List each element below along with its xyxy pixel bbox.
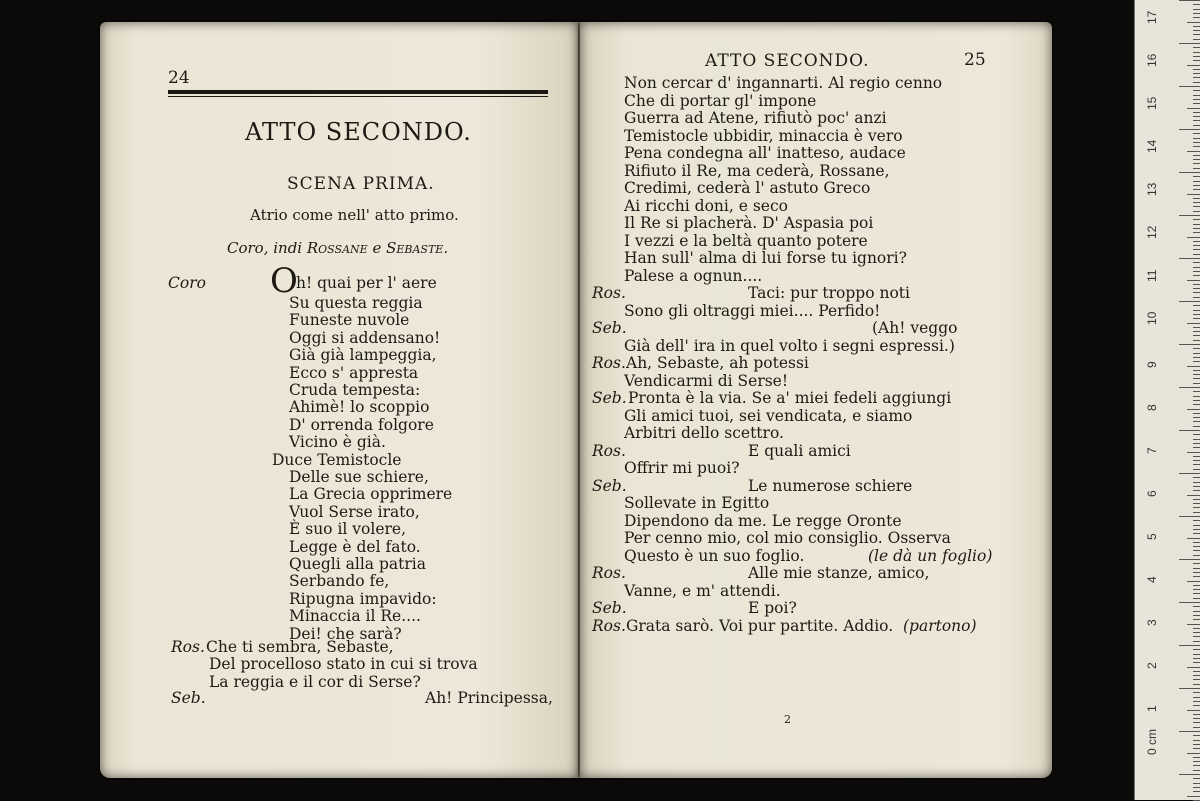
ruler-tick [1193, 335, 1200, 336]
ruler-tick [1193, 439, 1200, 440]
speaker-label: Seb. [592, 389, 627, 407]
ruler-tick [1193, 735, 1200, 736]
ruler-tick [1193, 563, 1200, 564]
ruler-tick [1187, 624, 1200, 625]
ruler-tick [1179, 0, 1200, 1]
ruler-tick [1193, 572, 1200, 573]
stage-direction: (partono) [903, 616, 977, 635]
ruler-tick [1193, 155, 1200, 156]
ruler-tick [1193, 770, 1200, 771]
ruler-tick [1193, 503, 1200, 504]
ruler-tick [1193, 684, 1200, 685]
chorus-line: Dei! che sarà? [289, 624, 402, 643]
ruler-tick [1187, 108, 1200, 109]
ruler-number: 10 [1145, 311, 1159, 325]
ruler-tick [1187, 151, 1200, 152]
chorus-line: Serbando fe, [289, 572, 390, 591]
ruler-tick [1193, 77, 1200, 78]
verse-line: Guerra ad Atene, rifiutò poc' anzi [624, 109, 887, 127]
speaker-label: Ros. [592, 354, 626, 372]
ruler-number: 13 [1145, 182, 1159, 196]
ruler-number: 4 [1145, 576, 1159, 583]
ruler-tick [1193, 47, 1200, 48]
ruler-tick [1193, 469, 1200, 470]
verse-line: Vendicarmi di Serse! [624, 371, 789, 390]
characters-suffix: . [443, 239, 449, 257]
verse-line: (Ah! veggo [872, 319, 958, 337]
ruler-number: 12 [1145, 225, 1159, 239]
ruler-number: 6 [1145, 490, 1159, 497]
chorus-line: Già già lampeggia, [289, 346, 437, 365]
speaker-label: Seb. [592, 319, 627, 337]
ruler-tick [1193, 460, 1200, 461]
ruler-number: 8 [1145, 404, 1159, 411]
verse-line: Già dell' ira in quel volto i segni espressi.) [624, 336, 955, 355]
ruler-tick [1187, 65, 1200, 66]
ruler-tick [1193, 662, 1200, 663]
verse-line: Palese a ognun.... [624, 266, 763, 285]
measuring-ruler [1134, 0, 1200, 800]
characters-prefix: Coro, indi [227, 239, 307, 257]
ruler-tick [1193, 254, 1200, 255]
ruler-tick [1187, 194, 1200, 195]
sebaste-reply: Ah! Principessa, [425, 689, 553, 707]
chorus-line: Cruda tempesta: [289, 381, 421, 399]
ruler-tick [1193, 219, 1200, 220]
ruler-tick [1193, 426, 1200, 427]
ruler-tick [1193, 787, 1200, 788]
ruler-tick [1193, 206, 1200, 207]
ruler-tick [1193, 305, 1200, 306]
ruler-tick [1187, 667, 1200, 668]
ruler-tick [1193, 589, 1200, 590]
ruler-tick [1187, 495, 1200, 496]
ruler-tick [1193, 456, 1200, 457]
chorus-line: Quegli alla patria [289, 555, 426, 573]
verse-line: Pena condegna all' inatteso, audace [624, 144, 906, 162]
ruler-tick [1179, 172, 1200, 173]
ruler-tick [1193, 447, 1200, 448]
ruler-tick [1193, 245, 1200, 246]
ruler-tick [1193, 185, 1200, 186]
chorus-line: Ahimè! lo scoppio [289, 398, 430, 417]
verse-line: Rifiuto il Re, ma cederà, Rossane, [624, 161, 890, 180]
ruler-tick [1193, 765, 1200, 766]
rossane-line: La reggia e il cor di Serse? [209, 672, 421, 691]
ruler-tick [1193, 374, 1200, 375]
ruler-tick [1193, 202, 1200, 203]
ruler-tick [1187, 452, 1200, 453]
ruler-tick [1193, 370, 1200, 371]
ruler-tick [1193, 241, 1200, 242]
speaker-label: Seb. [592, 599, 627, 617]
ruler-tick [1193, 181, 1200, 182]
ruler-tick [1193, 90, 1200, 91]
ruler-tick [1193, 718, 1200, 719]
chorus-line: Duce Temistocle [272, 450, 402, 469]
ruler-tick [1187, 22, 1200, 23]
verse-line: Dipendono da me. Le regge Oronte [624, 511, 902, 530]
speaker-ros: Ros. [171, 638, 205, 656]
running-header: ATTO SECONDO. [705, 51, 870, 71]
ruler-tick [1179, 344, 1200, 345]
ruler-tick [1193, 722, 1200, 723]
ruler-tick [1193, 142, 1200, 143]
ruler-tick [1193, 340, 1200, 341]
ruler-tick [1193, 4, 1200, 5]
verse-line: Sollevate in Egitto [624, 494, 770, 512]
ruler-tick [1193, 116, 1200, 117]
ruler-tick [1187, 323, 1200, 324]
ruler-tick [1193, 224, 1200, 225]
ruler-tick [1193, 606, 1200, 607]
verse-line: Vanne, e m' attendi. [624, 581, 781, 600]
ruler-tick [1193, 133, 1200, 134]
speaker-label: Ros. [592, 284, 626, 302]
ruler-number: 2 [1145, 662, 1159, 669]
ruler-tick [1179, 688, 1200, 689]
ruler-tick [1193, 611, 1200, 612]
ruler-tick [1193, 383, 1200, 384]
speaker-label: Ros. [592, 616, 626, 635]
ruler-tick [1193, 112, 1200, 113]
ruler-tick [1193, 198, 1200, 199]
ruler-tick [1193, 714, 1200, 715]
ruler-tick [1193, 378, 1200, 379]
ruler-tick [1193, 176, 1200, 177]
ruler-tick [1193, 675, 1200, 676]
ruler-tick [1193, 146, 1200, 147]
ruler-tick [1193, 783, 1200, 784]
verse-line: E quali amici [748, 441, 851, 460]
ruler-tick [1187, 409, 1200, 410]
ruler-tick [1179, 473, 1200, 474]
ruler-tick [1187, 796, 1200, 797]
chorus-line: La Grecia opprimere [289, 485, 453, 504]
chorus-line: Delle sue schiere, [289, 468, 429, 486]
ruler-tick [1179, 258, 1200, 259]
ruler-tick [1193, 159, 1200, 160]
ruler-tick [1193, 529, 1200, 530]
ruler-tick [1193, 138, 1200, 139]
verse-line: Ah, Sebaste, ah potessi [626, 354, 809, 372]
ruler-tick [1193, 692, 1200, 693]
chorus-line: Vicino è già. [289, 433, 386, 452]
verse-line: Pronta è la via. Se a' miei fedeli aggiungi [628, 389, 952, 407]
ruler-tick [1193, 95, 1200, 96]
ruler-number: 17 [1145, 10, 1159, 24]
ruler-tick [1187, 280, 1200, 281]
ruler-tick [1187, 538, 1200, 539]
verse-line: Sono gli oltraggi miei.... Perfido! [624, 301, 881, 320]
ruler-tick [1193, 125, 1200, 126]
verse-line: Arbitri dello scettro. [624, 424, 784, 442]
ruler-tick [1193, 585, 1200, 586]
ruler-tick [1193, 757, 1200, 758]
ruler-number: 7 [1145, 447, 1159, 454]
verse-line: Credimi, cederà l' astuto Greco [624, 179, 871, 197]
ruler-tick [1193, 649, 1200, 650]
ruler-tick [1193, 348, 1200, 349]
ruler-tick [1193, 520, 1200, 521]
ruler-tick [1193, 744, 1200, 745]
ruler-tick [1193, 292, 1200, 293]
chorus-line: Minaccia il Re.... [289, 607, 421, 626]
ruler-tick [1187, 581, 1200, 582]
ruler-number: 11 [1145, 269, 1159, 282]
character-sebaste: Sebaste [386, 239, 444, 257]
ruler-tick [1193, 593, 1200, 594]
ruler-number: 1 [1145, 705, 1159, 712]
ruler-tick [1193, 103, 1200, 104]
ruler-tick [1193, 82, 1200, 83]
verse-line: Alle mie stanze, amico, [748, 564, 930, 582]
ruler-tick [1193, 482, 1200, 483]
verse-line: Ai ricchi doni, e seco [624, 196, 788, 215]
chorus-line: Ripugna impavido: [289, 589, 437, 608]
ruler-tick [1193, 232, 1200, 233]
ruler-tick [1193, 533, 1200, 534]
ruler-tick [1193, 353, 1200, 354]
ruler-tick [1193, 778, 1200, 779]
ruler-tick [1193, 327, 1200, 328]
ruler-tick [1193, 748, 1200, 749]
ruler-number: 14 [1145, 139, 1159, 153]
ruler-tick [1179, 774, 1200, 775]
ruler-tick [1193, 17, 1200, 18]
ruler-tick [1193, 464, 1200, 465]
ruler-tick [1193, 314, 1200, 315]
verse-line: I vezzi e la beltà quanto potere [624, 231, 868, 250]
character-rossane: Rossane [306, 239, 368, 257]
ruler-tick [1193, 791, 1200, 792]
ruler-tick [1193, 434, 1200, 435]
ruler-tick [1179, 387, 1200, 388]
ruler-tick [1193, 310, 1200, 311]
ruler-tick [1193, 740, 1200, 741]
ruler-tick [1193, 636, 1200, 637]
ruler-number: 15 [1145, 96, 1159, 110]
ruler-tick [1193, 628, 1200, 629]
ruler-number: 16 [1145, 53, 1159, 67]
ruler-tick [1193, 189, 1200, 190]
ruler-tick [1193, 52, 1200, 53]
verse-line: Non cercar d' ingannarti. Al regio cenno [624, 74, 943, 92]
verse-line: Offrir mi puoi? [624, 459, 740, 477]
ruler-number: 5 [1145, 533, 1159, 540]
ruler-tick [1193, 512, 1200, 513]
ruler-tick [1193, 486, 1200, 487]
ruler-tick [1187, 710, 1200, 711]
character-list [227, 241, 448, 256]
ruler-tick [1193, 598, 1200, 599]
act-title: ATTO SECONDO. [245, 118, 472, 146]
ruler-tick [1193, 619, 1200, 620]
speaker-coro: Coro [168, 274, 206, 292]
verse-line: Le numerose schiere [748, 476, 913, 495]
ruler-tick [1193, 443, 1200, 444]
ruler-tick [1179, 559, 1200, 560]
ruler-tick [1193, 60, 1200, 61]
ruler-tick [1193, 413, 1200, 414]
ruler-tick [1193, 404, 1200, 405]
ruler-tick [1193, 705, 1200, 706]
ruler-tick [1179, 215, 1200, 216]
ruler-tick [1193, 761, 1200, 762]
scene-title: SCENA PRIMA. [287, 174, 435, 194]
verse-line: Che di portar gl' impone [624, 91, 817, 110]
chorus-line: Legge è del fato. [289, 537, 421, 556]
chorus-line: Ecco s' appresta [289, 363, 419, 382]
chorus-line: Oggi si addensano! [289, 328, 441, 347]
ruler-tick [1193, 120, 1200, 121]
chorus-line: Su questa reggia [289, 294, 423, 312]
ruler-tick [1193, 615, 1200, 616]
ruler-tick [1193, 39, 1200, 40]
chorus-line: È suo il volere, [289, 520, 407, 539]
verse-line: Gli amici tuoi, sei vendicata, e siamo [624, 406, 913, 425]
ruler-tick [1179, 301, 1200, 302]
ruler-tick [1193, 331, 1200, 332]
ruler-tick [1179, 516, 1200, 517]
header-rule-thick [168, 90, 548, 94]
ruler-tick [1193, 555, 1200, 556]
ruler-tick [1193, 701, 1200, 702]
ruler-tick [1193, 26, 1200, 27]
ruler-number: 9 [1145, 361, 1159, 368]
ruler-tick [1193, 417, 1200, 418]
ruler-tick [1193, 546, 1200, 547]
ruler-tick [1179, 731, 1200, 732]
ruler-tick [1193, 9, 1200, 10]
ruler-tick [1193, 262, 1200, 263]
ruler-tick [1179, 430, 1200, 431]
ruler-tick [1187, 366, 1200, 367]
ruler-tick [1193, 568, 1200, 569]
ruler-tick [1193, 288, 1200, 289]
ruler-number: 3 [1145, 619, 1159, 626]
ruler-tick [1193, 697, 1200, 698]
ruler-tick [1193, 727, 1200, 728]
chorus-line: D' orrenda folgore [289, 415, 434, 434]
ruler-tick [1193, 163, 1200, 164]
verse-line: Il Re si placherà. D' Aspasia poi [624, 214, 874, 232]
ruler-tick [1193, 275, 1200, 276]
ruler-tick [1193, 228, 1200, 229]
ruler-tick [1193, 641, 1200, 642]
verse-line: E poi? [748, 599, 797, 617]
ruler-tick [1193, 671, 1200, 672]
verse-line: Questo è un suo foglio. [624, 546, 805, 565]
chorus-line: h! quai per l' aere [296, 274, 437, 292]
ruler-tick [1193, 69, 1200, 70]
ruler-tick [1179, 602, 1200, 603]
stage-direction: (le dà un foglio) [868, 546, 993, 565]
speaker-label: Ros. [592, 441, 626, 460]
ruler-tick [1193, 542, 1200, 543]
ruler-tick [1179, 43, 1200, 44]
ruler-tick [1193, 361, 1200, 362]
verse-line: Per cenno mio, col mio consiglio. Osserva [624, 529, 951, 547]
ruler-tick [1193, 499, 1200, 500]
ruler-tick [1193, 679, 1200, 680]
ruler-tick [1193, 490, 1200, 491]
ruler-tick [1193, 550, 1200, 551]
ruler-tick [1193, 576, 1200, 577]
ruler-tick [1193, 56, 1200, 57]
ruler-tick [1193, 632, 1200, 633]
speaker-seb: Seb. [171, 689, 206, 707]
ruler-tick [1193, 525, 1200, 526]
ruler-tick [1193, 357, 1200, 358]
ruler-tick [1193, 284, 1200, 285]
header-rule-thin [168, 96, 548, 97]
ruler-tick [1187, 237, 1200, 238]
scene-setting: Atrio come nell' atto primo. [250, 206, 459, 224]
rossane-line: Che ti sembra, Sebaste, [206, 638, 394, 656]
ruler-tick [1193, 297, 1200, 298]
rossane-line: Del procelloso stato in cui si trova [209, 655, 478, 674]
ruler-tick [1193, 391, 1200, 392]
ruler-tick [1193, 477, 1200, 478]
ruler-tick [1187, 753, 1200, 754]
signature-mark: 2 [784, 713, 791, 726]
ruler-tick [1179, 129, 1200, 130]
ruler-tick [1193, 400, 1200, 401]
ruler-tick [1193, 249, 1200, 250]
ruler-tick [1193, 318, 1200, 319]
verse-line: Taci: pur troppo noti [748, 284, 910, 302]
ruler-tick [1193, 267, 1200, 268]
ruler-tick [1193, 13, 1200, 14]
ruler-tick [1193, 73, 1200, 74]
speaker-label: Ros. [592, 564, 626, 582]
ruler-tick [1179, 86, 1200, 87]
speaker-label: Seb. [592, 476, 627, 495]
ruler-tick [1193, 34, 1200, 35]
characters-mid: e [367, 239, 387, 257]
drop-cap: O [270, 261, 298, 301]
chorus-line: Vuol Serse irato, [289, 502, 420, 521]
ruler-tick [1193, 211, 1200, 212]
ruler-number: 0 cm [1145, 728, 1159, 755]
ruler-tick [1193, 168, 1200, 169]
ruler-tick [1193, 658, 1200, 659]
ruler-tick [1193, 396, 1200, 397]
ruler-tick [1193, 507, 1200, 508]
ruler-tick [1179, 645, 1200, 646]
ruler-tick [1193, 99, 1200, 100]
verse-line: Temistocle ubbidir, minaccia è vero [624, 126, 903, 145]
left-page-number: 24 [168, 68, 190, 88]
ruler-tick [1193, 654, 1200, 655]
right-page-number: 25 [964, 50, 986, 70]
verse-line: Grata sarò. Voi pur partite. Addio. [626, 616, 894, 635]
verse-line: Han sull' alma di lui forse tu ignori? [624, 249, 907, 267]
ruler-tick [1193, 421, 1200, 422]
ruler-tick [1193, 271, 1200, 272]
chorus-line: Funeste nuvole [289, 311, 410, 330]
ruler-tick [1193, 30, 1200, 31]
